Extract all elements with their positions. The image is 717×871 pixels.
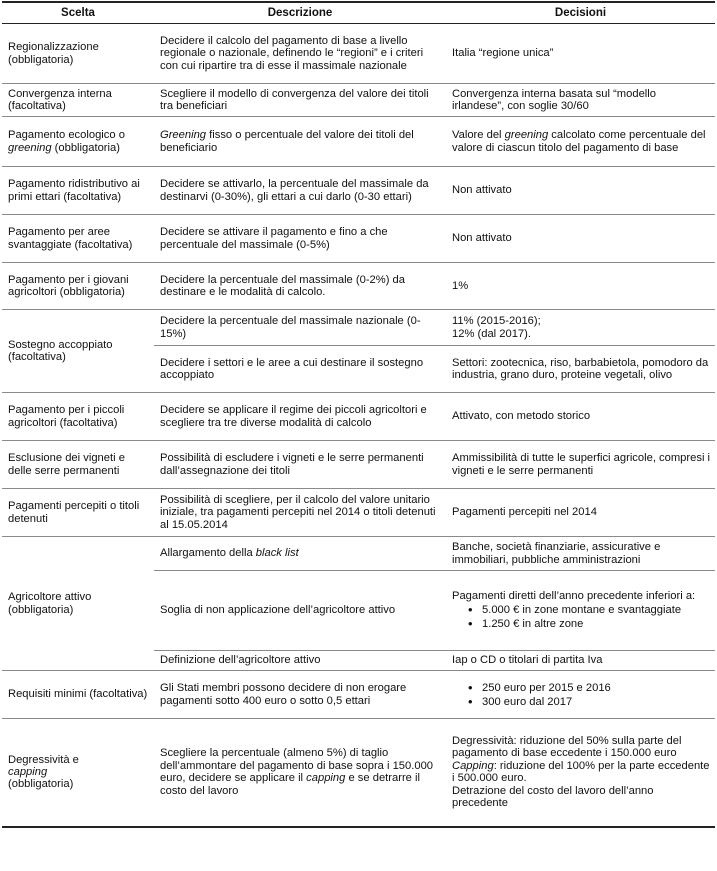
scelta-cell: Pagamenti percepiti o titoli detenuti [2, 489, 154, 537]
table-row [2, 489, 715, 537]
scelta-cell: Pagamento ecologico o greening (obbligatoria) [2, 117, 154, 167]
decisioni-cell: Valore del greening calcolato come percentuale del valore di ciascun titolo del pagamento di base [446, 117, 715, 167]
decisioni-cell: 1% [446, 263, 715, 310]
table-row [2, 671, 715, 719]
list-item: • 1.250 € in altre zone [482, 618, 711, 630]
table-row [2, 441, 715, 489]
scelta-cell: Convergenza interna (facoltativa) [2, 84, 154, 117]
decisioni-cell: Italia “regione unica” [446, 24, 715, 84]
scelta-cell: Pagamento ridistributivo ai primi ettari (facoltativa) [2, 167, 154, 215]
table-row [2, 24, 715, 84]
table-row [2, 537, 715, 571]
minimum-list [452, 682, 711, 708]
table-row [2, 167, 715, 215]
decisioni-cell: Non attivato [446, 215, 715, 263]
decisioni-cell: Iap o CD o titolari di partita Iva [446, 651, 715, 671]
table-row [2, 117, 715, 167]
descrizione-cell: Definizione dell’agricoltore attivo [154, 651, 446, 671]
descrizione-cell: Decidere la percentuale del massimale (0-2%) da destinare e le modalità di calcolo. [154, 263, 446, 310]
decisioni-cell: Non attivato [446, 167, 715, 215]
descrizione-cell: Possibilità di escludere i vigneti e le serre permanenti dall’assegnazione dei titoli [154, 441, 446, 489]
descrizione-cell: Greening fisso o percentuale del valore dei titoli del beneficiario [154, 117, 446, 167]
decisioni-cell: Settori: zootecnica, riso, barbabietola, pomodoro da industria, grano duro, proteine vegetali, olivo [446, 346, 715, 393]
decisioni-cell [446, 671, 715, 719]
scelta-cell: Requisiti minimi (facoltativa) [2, 671, 154, 719]
descrizione-cell: Gli Stati membri possono decidere di non erogare pagamenti sotto 400 euro o sotto 0,5 ettari [154, 671, 446, 719]
header-decisioni: Decisioni [446, 2, 715, 24]
descrizione-cell: Allargamento della black list [154, 537, 446, 571]
decisioni-cell: 11% (2015-2016); 12% (dal 2017). [446, 310, 715, 346]
decisioni-cell: Pagamenti percepiti nel 2014 [446, 489, 715, 537]
decisions-table [2, 1, 715, 828]
list-item: • 5.000 € in zone montane e svantaggiate [482, 604, 711, 616]
table-row [2, 310, 715, 346]
descrizione-cell: Scegliere il modello di convergenza del valore dei titoli tra beneficiari [154, 84, 446, 117]
descrizione-cell: Decidere se attivare il pagamento e fino a che percentuale del massimale (0-5%) [154, 215, 446, 263]
decisioni-cell: Banche, società finanziarie, assicurative e immobiliari, pubbliche amministrazioni [446, 537, 715, 571]
descrizione-cell: Decidere i settori e le aree a cui destinare il sostegno accoppiato [154, 346, 446, 393]
descrizione-cell: Decidere il calcolo del pagamento di base a livello regionale o nazionale, definendo le “regioni” e i criteri con cui ripartire tra di esse il massimale nazionale [154, 24, 446, 84]
scelta-cell: Agricoltore attivo (obbligatoria) [2, 537, 154, 671]
descrizione-cell: Soglia di non applicazione dell’agricoltore attivo [154, 571, 446, 651]
table-row [2, 263, 715, 310]
decisioni-cell: Attivato, con metodo storico [446, 393, 715, 441]
decisioni-cell: Pagamenti diretti dell’anno precedente inferiori a: • 5.000 € in zone montane e svantaggiate • 1.250 € in altre zone [446, 571, 715, 651]
header-scelta: Scelta [2, 2, 154, 24]
header-row [2, 2, 715, 24]
scelta-cell: Regionalizzazione (obbligatoria) [2, 24, 154, 84]
scelta-cell: Pagamento per i giovani agricoltori (obbligatoria) [2, 263, 154, 310]
scelta-cell: Pagamento per aree svantaggiate (facoltativa) [2, 215, 154, 263]
list-item: • 250 euro per 2015 e 2016 [482, 682, 711, 694]
table-row [2, 215, 715, 263]
descrizione-cell: Decidere se applicare il regime dei piccoli agricoltori e scegliere tra tre diverse modalità di calcolo [154, 393, 446, 441]
scelta-cell: Sostegno accoppiato (facoltativa) [2, 310, 154, 393]
decisioni-cell: Convergenza interna basata sul “modello irlandese”, con soglie 30/60 [446, 84, 715, 117]
scelta-cell: Pagamento per i piccoli agricoltori (facoltativa) [2, 393, 154, 441]
list-item: • 300 euro dal 2017 [482, 696, 711, 708]
table-row [2, 84, 715, 117]
descrizione-cell: Possibilità di scegliere, per il calcolo del valore unitario iniziale, tra pagamenti percepiti nel 2014 o titoli detenuti al 15.05.2014 [154, 489, 446, 537]
decisioni-cell: Degressività: riduzione del 50% sulla parte del pagamento di base eccedente i 150.000 euro Capping: riduzione del 100% per la parte eccedente i 500.000 euro. Detrazione del costo del lavoro dell’anno precedente [446, 719, 715, 827]
descrizione-cell: Scegliere la percentuale (almeno 5%) di taglio dell’ammontare del pagamento di base sopra i 150.000 euro, decidere se applicare il capping e se detrarre il costo del lavoro [154, 719, 446, 827]
threshold-list [452, 604, 711, 630]
header-descrizione: Descrizione [154, 2, 446, 24]
scelta-cell: Degressività e capping (obbligatoria) [2, 719, 154, 827]
descrizione-cell: Decidere se attivarlo, la percentuale del massimale da destinarvi (0-30%), gli ettari a cui darlo (0-30 ettari) [154, 167, 446, 215]
scelta-cell: Esclusione dei vigneti e delle serre permanenti [2, 441, 154, 489]
descrizione-cell: Decidere la percentuale del massimale nazionale (0-15%) [154, 310, 446, 346]
decisioni-cell: Ammissibilità di tutte le superfici agricole, compresi i vigneti e le serre permanenti [446, 441, 715, 489]
table-row [2, 393, 715, 441]
table-row [2, 719, 715, 827]
